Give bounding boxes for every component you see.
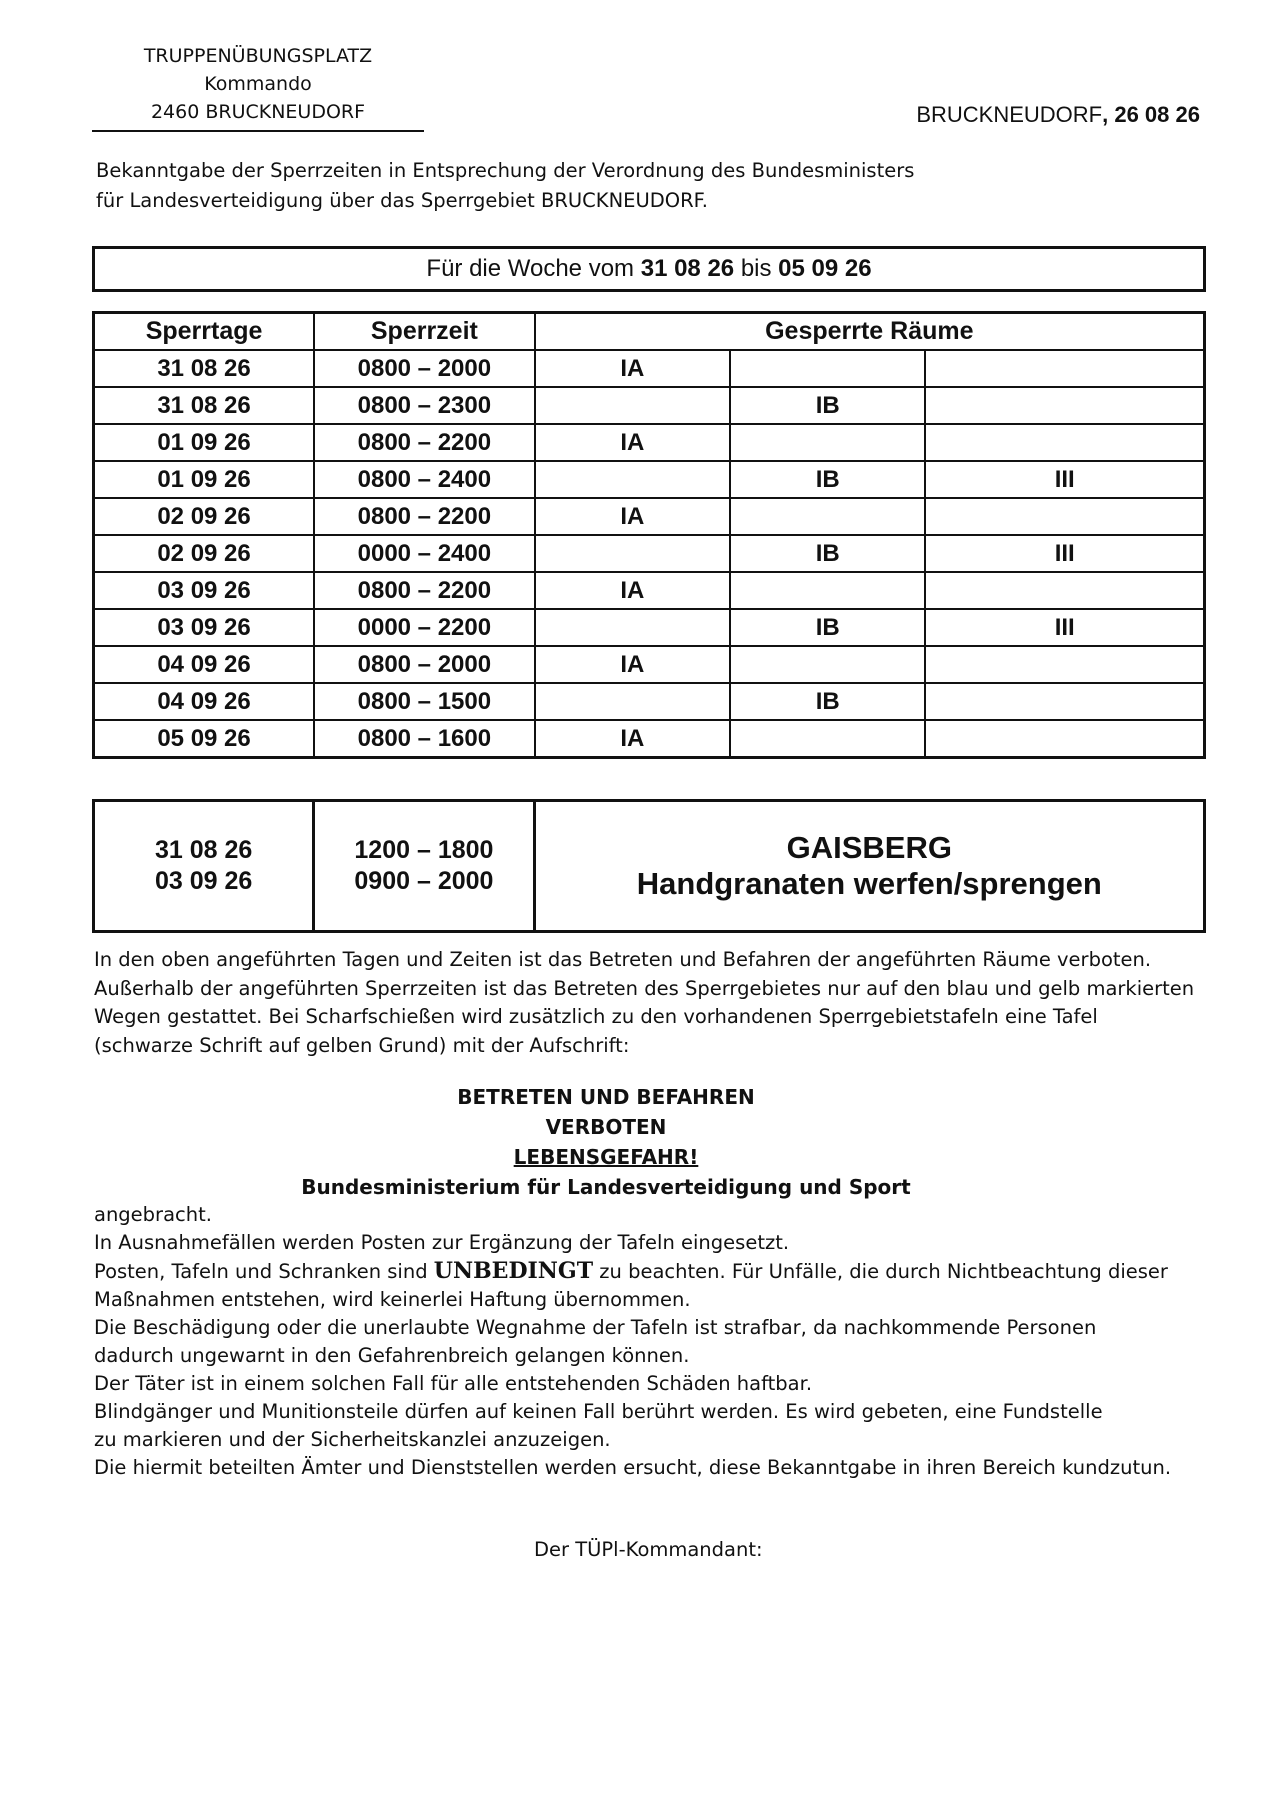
rules-line: (schwarze Schrift auf gelben Grund) mit der Aufschrift: — [94, 1033, 630, 1057]
room-i: IA — [535, 720, 730, 758]
schedule-day: 04 09 26 — [94, 683, 315, 720]
special-table — [92, 799, 1206, 933]
room-ib — [730, 350, 925, 387]
schedule-time: 0800 – 2000 — [314, 646, 535, 683]
room-i: IA — [535, 424, 730, 461]
instruction-line: Die Beschädigung oder die unerlaubte Wegnahme der Tafeln ist strafbar, da nachkommende Personen — [94, 1316, 1097, 1339]
room-ib: IB — [730, 535, 925, 572]
room-iii — [925, 720, 1204, 758]
org-department: Kommando — [204, 73, 312, 95]
schedule-day: 02 09 26 — [94, 498, 315, 535]
room-i — [535, 387, 730, 424]
schedule-day: 31 08 26 — [94, 387, 315, 424]
org-underline — [92, 130, 424, 132]
week-mid: bis — [740, 255, 772, 282]
schedule-row — [94, 535, 1205, 572]
warning-line: BETRETEN UND BEFAHREN — [457, 1085, 755, 1109]
schedule-time: 0800 – 2200 — [314, 572, 535, 609]
schedule-row — [94, 646, 1205, 683]
special-place: GAISBERG — [786, 830, 952, 865]
room-iii — [925, 646, 1204, 683]
room-ib — [730, 424, 925, 461]
room-ib — [730, 572, 925, 609]
schedule-table — [92, 311, 1206, 759]
warning-sign-text — [94, 1082, 1118, 1202]
rules-text — [94, 946, 1204, 1060]
schedule-row — [94, 350, 1205, 387]
room-ib: IB — [730, 609, 925, 646]
schedule-day: 04 09 26 — [94, 646, 315, 683]
schedule-row — [94, 572, 1205, 609]
issue-date: , 26 08 26 — [1102, 102, 1200, 127]
room-iii — [925, 683, 1204, 720]
intro-line: für Landesverteidigung über das Sperrgebiet BRUCKNEUDORF. — [96, 189, 708, 212]
room-iii: III — [925, 461, 1204, 498]
special-times — [314, 801, 534, 932]
special-time: 1200 – 1800 — [354, 836, 494, 864]
emphasis-unbedingt: UNBEDINGT — [433, 1258, 594, 1284]
schedule-day: 31 08 26 — [94, 350, 315, 387]
signature-label: Der TÜPl-Kommandant: — [534, 1538, 763, 1561]
room-iii — [925, 387, 1204, 424]
room-iii — [925, 350, 1204, 387]
schedule-time: 0800 – 1600 — [314, 720, 535, 758]
room-iii — [925, 424, 1204, 461]
rules-line: Wegen gestattet. Bei Scharfschießen wird zusätzlich zu den vorhandenen Sperrgebietstafeln eine Tafel — [94, 1005, 1098, 1028]
instruction-line: dadurch ungewarnt in den Gefahrenbreich gelangen können. — [94, 1344, 690, 1367]
schedule-time: 0800 – 2200 — [314, 424, 535, 461]
schedule-day: 01 09 26 — [94, 461, 315, 498]
instruction-line: zu markieren und der Sicherheitskanzlei anzuzeigen. — [94, 1428, 611, 1451]
schedule-time: 0800 – 1500 — [314, 683, 535, 720]
room-ib — [730, 720, 925, 758]
instruction-line: In Ausnahmefällen werden Posten zur Ergänzung der Tafeln eingesetzt. — [94, 1231, 790, 1254]
special-row — [94, 801, 1205, 932]
special-time: 0900 – 2000 — [354, 867, 494, 895]
place: BRUCKNEUDORF — [916, 102, 1103, 127]
room-i: IA — [535, 498, 730, 535]
room-i: IA — [535, 572, 730, 609]
schedule-row — [94, 683, 1205, 720]
schedule-time: 0800 – 2000 — [314, 350, 535, 387]
room-ib: IB — [730, 683, 925, 720]
schedule-day: 01 09 26 — [94, 424, 315, 461]
room-iii — [925, 498, 1204, 535]
warning-line: VERBOTEN — [545, 1115, 667, 1139]
schedule-row — [94, 720, 1205, 758]
schedule-row — [94, 498, 1205, 535]
instruction-line: Die hiermit beteilten Ämter und Dienststellen werden ersucht, diese Bekanntgabe in ihren Bereich kundzutun. — [94, 1456, 1172, 1479]
week-banner — [92, 246, 1206, 292]
week-prefix: Für die Woche vom — [426, 255, 635, 282]
intro-text — [96, 156, 1096, 216]
room-iii: III — [925, 535, 1204, 572]
special-days — [94, 801, 314, 932]
org-name: TRUPPENÜBUNGSPLATZ — [143, 45, 373, 67]
schedule-day: 03 09 26 — [94, 572, 315, 609]
special-description — [534, 801, 1204, 932]
schedule-time: 0000 – 2400 — [314, 535, 535, 572]
schedule-day: 03 09 26 — [94, 609, 315, 646]
week-to: 05 09 26 — [778, 255, 872, 282]
schedule-time: 0800 – 2400 — [314, 461, 535, 498]
schedule-row — [94, 387, 1205, 424]
header-sperrtage: Sperrtage — [94, 313, 315, 351]
rules-line: In den oben angeführten Tagen und Zeiten ist das Betreten und Befahren der angeführten Räume verboten. — [94, 948, 1152, 971]
special-day: 31 08 26 — [154, 836, 253, 864]
special-day: 03 09 26 — [154, 867, 253, 895]
schedule-day: 02 09 26 — [94, 535, 315, 572]
schedule-header-row — [94, 313, 1205, 351]
instruction-line: Blindgänger und Munitionsteile dürfen auf keinen Fall berührt werden. Es wird gebeten, eine Fundstelle — [94, 1400, 1103, 1423]
header-sperrzeit: Sperrzeit — [314, 313, 535, 351]
room-iii — [925, 572, 1204, 609]
room-i — [535, 535, 730, 572]
org-address: 2460 BRUCKNEUDORF — [150, 101, 366, 123]
instruction-line: Der Täter ist in einem solchen Fall für alle entstehenden Schäden haftbar. — [94, 1372, 813, 1395]
warning-ministry: Bundesministerium für Landesverteidigung und Sport — [301, 1175, 911, 1199]
instructions-text — [94, 1201, 1214, 1482]
instruction-segment: zu beachten. Für Unfälle, die durch Nichtbeachtung dieser — [599, 1260, 1168, 1283]
week-from: 31 08 26 — [640, 255, 735, 282]
room-ib: IB — [730, 387, 925, 424]
schedule-time: 0000 – 2200 — [314, 609, 535, 646]
rules-line: Außerhalb der angeführten Sperrzeiten ist das Betreten des Sperrgebietes nur auf den blau und gelb markierten — [94, 976, 1195, 1000]
warning-danger: LEBENSGEFAHR! — [513, 1145, 699, 1169]
instruction-segment: Posten, Tafeln und Schranken sind — [94, 1260, 428, 1283]
special-activity: Handgranaten werfen/sprengen — [636, 866, 1102, 901]
room-iii: III — [925, 609, 1204, 646]
room-i — [535, 461, 730, 498]
schedule-day: 05 09 26 — [94, 720, 315, 758]
room-ib — [730, 646, 925, 683]
instruction-line: angebracht. — [94, 1203, 212, 1226]
room-i: IA — [535, 350, 730, 387]
instruction-line: Maßnahmen entstehen, wird keinerlei Haftung übernommen. — [94, 1288, 691, 1311]
instruction-line — [94, 1257, 1214, 1286]
room-i — [535, 683, 730, 720]
schedule-time: 0800 – 2300 — [314, 387, 535, 424]
intro-line: Bekanntgabe der Sperrzeiten in Entsprechung der Verordnung des Bundesministers — [96, 159, 915, 182]
place-date — [916, 102, 1200, 128]
organization-block — [92, 42, 424, 126]
header-gesperrte-raeume: Gesperrte Räume — [535, 313, 1205, 351]
room-i: IA — [535, 646, 730, 683]
schedule-row — [94, 461, 1205, 498]
room-i — [535, 609, 730, 646]
schedule-body — [94, 350, 1205, 758]
room-ib: IB — [730, 461, 925, 498]
schedule-row — [94, 424, 1205, 461]
schedule-time: 0800 – 2200 — [314, 498, 535, 535]
schedule-row — [94, 609, 1205, 646]
room-ib — [730, 498, 925, 535]
